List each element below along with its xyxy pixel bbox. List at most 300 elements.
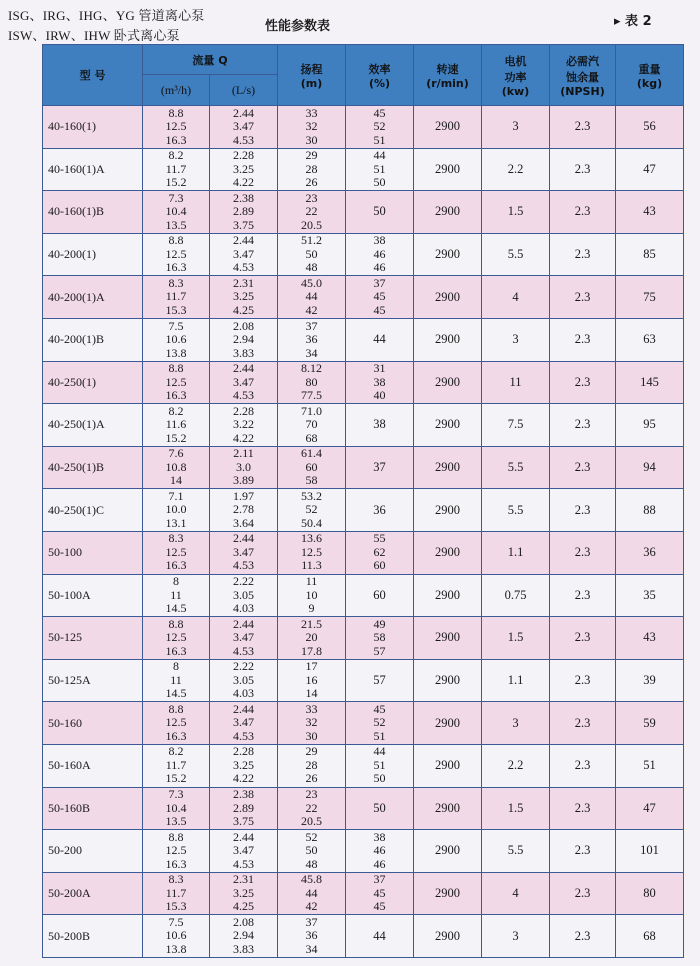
cell-head-value: 77.5 — [301, 388, 322, 403]
cell-head-value: 22 — [305, 204, 318, 219]
cell-head — [278, 531, 346, 574]
cell-head — [278, 702, 346, 745]
cell-flow-ls-value: 3.47 — [233, 374, 254, 389]
cell-flow-m3h — [143, 106, 210, 149]
cell-head-value: 11.3 — [301, 558, 322, 573]
cell-head-value: 14 — [305, 686, 318, 701]
cell-flow-m3h — [143, 574, 210, 617]
cell-weight: 94 — [616, 446, 684, 489]
cell-efficiency — [346, 830, 414, 873]
cell-efficiency-value: 44 — [373, 148, 386, 163]
cell-flow-ls — [210, 276, 278, 319]
cell-head-value: 9 — [308, 601, 315, 616]
cell-flow-ls — [210, 787, 278, 830]
cell-flow-m3h-value: 11 — [170, 587, 182, 602]
cell-motor-power: 1.1 — [482, 659, 550, 702]
cell-speed: 2900 — [414, 531, 482, 574]
cell-head-value: 20.5 — [301, 814, 322, 829]
cell-flow-m3h-value: 12.5 — [165, 843, 187, 858]
cell-head — [278, 787, 346, 830]
table-body — [43, 106, 684, 958]
cell-head — [278, 617, 346, 660]
cell-flow-ls-value: 2.28 — [233, 744, 254, 759]
cell-head-value: 32 — [305, 715, 318, 730]
cell-efficiency — [346, 233, 414, 276]
cell-flow-m3h-value: 10.8 — [165, 459, 187, 474]
cell-efficiency-value: 31 — [373, 361, 386, 376]
cell-model: 50-100 — [43, 531, 143, 574]
cell-flow-ls-value: 3.75 — [233, 217, 254, 232]
cell-flow-ls-value: 3.25 — [233, 161, 254, 176]
cell-speed: 2900 — [414, 489, 482, 532]
cell-npsh: 2.3 — [550, 148, 616, 191]
cell-flow-ls-value: 4.53 — [233, 643, 254, 658]
cell-flow-ls — [210, 915, 278, 958]
cell-speed: 2900 — [414, 702, 482, 745]
cell-efficiency — [346, 872, 414, 915]
cell-head-value: 36 — [305, 332, 318, 347]
cell-efficiency: 50 — [346, 191, 414, 234]
cell-efficiency-value: 58 — [373, 630, 386, 645]
cell-motor-power: 11 — [482, 361, 550, 404]
cell-model: 40-250(1)B — [43, 446, 143, 489]
cell-head-value: 80 — [305, 374, 318, 389]
cell-motor-power: 1.5 — [482, 191, 550, 234]
cell-flow-ls-value: 2.44 — [233, 829, 254, 844]
cell-flow-ls-value: 2.44 — [233, 531, 254, 546]
cell-efficiency-value: 57 — [373, 643, 386, 658]
cell-npsh: 2.3 — [550, 106, 616, 149]
cell-motor-power: 5.5 — [482, 233, 550, 276]
cell-flow-ls-value: 4.22 — [233, 430, 254, 445]
cell-flow-m3h-value: 13.5 — [165, 814, 187, 829]
cell-flow-ls — [210, 191, 278, 234]
cell-npsh: 2.3 — [550, 617, 616, 660]
cell-head — [278, 361, 346, 404]
cell-efficiency-value: 38 — [373, 374, 386, 389]
cell-flow-m3h — [143, 830, 210, 873]
cell-efficiency — [346, 744, 414, 787]
cell-flow-ls — [210, 617, 278, 660]
cell-flow-m3h-value: 12.5 — [165, 715, 187, 730]
header-series-line-1: ISG、IRG、IHG、YG 管道离心泵 — [8, 8, 205, 23]
cell-flow-m3h-value: 11.7 — [165, 161, 187, 176]
cell-flow-m3h-value: 14.5 — [165, 601, 187, 616]
table-row — [43, 787, 684, 830]
cell-weight: 47 — [616, 787, 684, 830]
cell-efficiency-value: 51 — [373, 132, 386, 147]
cell-efficiency-value: 45 — [373, 302, 386, 317]
cell-head-value: 20.5 — [301, 217, 322, 232]
cell-speed: 2900 — [414, 446, 482, 489]
cell-speed: 2900 — [414, 233, 482, 276]
cell-flow-m3h-value: 7.5 — [168, 318, 184, 333]
cell-efficiency-value: 51 — [373, 757, 386, 772]
cell-head-value: 48 — [305, 260, 318, 275]
cell-flow-ls — [210, 659, 278, 702]
cell-efficiency: 37 — [346, 446, 414, 489]
cell-flow-m3h-value: 11.6 — [165, 417, 187, 432]
table-row — [43, 531, 684, 574]
cell-efficiency-value: 51 — [373, 161, 386, 176]
cell-head-value: 29 — [305, 744, 318, 759]
cell-efficiency-value: 38 — [373, 233, 386, 248]
cell-motor-power: 1.5 — [482, 787, 550, 830]
cell-flow-m3h-value: 15.2 — [165, 430, 187, 445]
cell-flow-m3h-value: 13.5 — [165, 217, 187, 232]
col-flow: 流量 Q — [143, 45, 278, 75]
cell-flow-m3h — [143, 659, 210, 702]
cell-flow-ls — [210, 148, 278, 191]
cell-flow-m3h-value: 8.8 — [168, 105, 184, 120]
cell-head-value: 30 — [305, 728, 318, 743]
cell-weight: 68 — [616, 915, 684, 958]
cell-efficiency-value: 46 — [373, 246, 386, 261]
cell-speed: 2900 — [414, 191, 482, 234]
table-row — [43, 233, 684, 276]
cell-head-value: 26 — [305, 175, 318, 190]
cell-flow-m3h-value: 12.5 — [165, 374, 187, 389]
cell-head-value: 30 — [305, 132, 318, 147]
cell-head-value: 37 — [305, 318, 318, 333]
cell-flow-ls — [210, 872, 278, 915]
cell-npsh: 2.3 — [550, 702, 616, 745]
cell-flow-m3h-value: 16.3 — [165, 558, 187, 573]
cell-flow-m3h-value: 15.2 — [165, 175, 187, 190]
cell-head-value: 53.2 — [301, 488, 322, 503]
cell-flow-m3h-value: 10.0 — [165, 502, 187, 517]
cell-speed: 2900 — [414, 787, 482, 830]
cell-flow-ls-value: 4.25 — [233, 899, 254, 914]
cell-head-value: 29 — [305, 148, 318, 163]
cell-efficiency: 50 — [346, 787, 414, 830]
cell-flow-m3h — [143, 617, 210, 660]
cell-efficiency — [346, 148, 414, 191]
cell-flow-m3h-value: 7.6 — [168, 446, 184, 461]
cell-flow-m3h-value: 8.8 — [168, 361, 184, 376]
cell-head-value: 36 — [305, 928, 318, 943]
cell-npsh: 2.3 — [550, 872, 616, 915]
cell-flow-ls-value: 3.47 — [233, 843, 254, 858]
cell-flow-ls-value: 2.38 — [233, 787, 254, 802]
cell-flow-m3h — [143, 915, 210, 958]
cell-flow-m3h-value: 13.8 — [165, 345, 187, 360]
cell-speed: 2900 — [414, 744, 482, 787]
cell-flow-ls-value: 2.28 — [233, 148, 254, 163]
cell-efficiency — [346, 617, 414, 660]
col-flow-ls: (L/s) — [210, 75, 278, 106]
table-row — [43, 318, 684, 361]
cell-head — [278, 915, 346, 958]
cell-motor-power: 0.75 — [482, 574, 550, 617]
cell-head — [278, 276, 346, 319]
cell-head-value: 61.4 — [301, 446, 322, 461]
cell-flow-ls-value: 4.53 — [233, 260, 254, 275]
cell-flow-ls-value: 2.11 — [233, 446, 254, 461]
cell-flow-ls-value: 4.25 — [233, 302, 254, 317]
cell-model: 40-250(1)C — [43, 489, 143, 532]
cell-flow-m3h — [143, 446, 210, 489]
cell-flow-ls-value: 2.78 — [233, 502, 254, 517]
cell-flow-ls — [210, 744, 278, 787]
cell-flow-m3h-value: 8.8 — [168, 829, 184, 844]
cell-efficiency-value: 62 — [373, 544, 386, 559]
cell-flow-ls-value: 1.97 — [233, 488, 254, 503]
cell-flow-ls-value: 3.05 — [233, 672, 254, 687]
cell-motor-power: 3 — [482, 915, 550, 958]
cell-head-value: 50 — [305, 246, 318, 261]
cell-flow-m3h — [143, 872, 210, 915]
cell-flow-m3h-value: 12.5 — [165, 630, 187, 645]
cell-flow-ls-value: 3.47 — [233, 119, 254, 134]
cell-flow-m3h-value: 7.1 — [168, 488, 184, 503]
cell-model: 40-160(1)B — [43, 191, 143, 234]
cell-efficiency-value: 60 — [373, 558, 386, 573]
cell-speed: 2900 — [414, 659, 482, 702]
cell-flow-m3h-value: 8.2 — [168, 403, 184, 418]
cell-flow-m3h-value: 14.5 — [165, 686, 187, 701]
col-flow-m3h: (m³/h) — [143, 75, 210, 106]
cell-efficiency — [346, 702, 414, 745]
table-row — [43, 404, 684, 447]
cell-flow-ls-value: 2.31 — [233, 872, 254, 887]
cell-head-value: 12.5 — [301, 544, 322, 559]
cell-efficiency-value: 45 — [373, 289, 386, 304]
cell-motor-power: 4 — [482, 276, 550, 319]
col-efficiency: 效率 (%) — [346, 45, 414, 106]
table-title: 性能参数表 — [265, 19, 331, 34]
cell-motor-power: 5.5 — [482, 489, 550, 532]
cell-flow-m3h-value: 16.3 — [165, 643, 187, 658]
cell-model: 40-200(1) — [43, 233, 143, 276]
cell-flow-ls-value: 4.53 — [233, 558, 254, 573]
header-series-line-2: ISW、IRW、IHW 卧式离心泵 — [8, 28, 180, 43]
cell-flow-ls-value: 4.53 — [233, 856, 254, 871]
cell-head-value: 50 — [305, 843, 318, 858]
cell-motor-power: 5.5 — [482, 446, 550, 489]
cell-speed: 2900 — [414, 404, 482, 447]
cell-flow-m3h-value: 7.3 — [168, 787, 184, 802]
cell-flow-m3h-value: 11 — [170, 672, 182, 687]
table-row — [43, 702, 684, 745]
cell-flow-m3h-value: 16.3 — [165, 260, 187, 275]
cell-efficiency: 44 — [346, 915, 414, 958]
cell-motor-power: 5.5 — [482, 830, 550, 873]
cell-flow-m3h — [143, 318, 210, 361]
cell-flow-ls-value: 3.47 — [233, 630, 254, 645]
cell-speed: 2900 — [414, 148, 482, 191]
cell-head — [278, 659, 346, 702]
cell-speed: 2900 — [414, 106, 482, 149]
cell-head — [278, 318, 346, 361]
cell-head-value: 50.4 — [301, 515, 322, 530]
cell-head-value: 22 — [305, 800, 318, 815]
cell-flow-ls-value: 2.94 — [233, 332, 254, 347]
cell-motor-power: 1.1 — [482, 531, 550, 574]
cell-flow-m3h — [143, 489, 210, 532]
cell-flow-m3h-value: 12.5 — [165, 246, 187, 261]
table-header — [43, 45, 684, 106]
cell-npsh: 2.3 — [550, 787, 616, 830]
cell-flow-m3h-value: 10.4 — [165, 204, 187, 219]
col-head: 扬程 (m) — [278, 45, 346, 106]
cell-flow-m3h-value: 15.3 — [165, 302, 187, 317]
cell-flow-ls-value: 3.89 — [233, 473, 254, 488]
cell-weight: 47 — [616, 148, 684, 191]
cell-flow-m3h-value: 8.2 — [168, 148, 184, 163]
cell-efficiency — [346, 361, 414, 404]
cell-flow-ls-value: 3.05 — [233, 587, 254, 602]
cell-head-value: 70 — [305, 417, 318, 432]
cell-speed: 2900 — [414, 915, 482, 958]
cell-weight: 101 — [616, 830, 684, 873]
cell-head-value: 45.0 — [301, 275, 322, 290]
cell-flow-m3h-value: 16.3 — [165, 388, 187, 403]
table-row — [43, 106, 684, 149]
cell-npsh: 2.3 — [550, 361, 616, 404]
cell-flow-m3h-value: 11.7 — [165, 289, 187, 304]
cell-head-value: 48 — [305, 856, 318, 871]
cell-flow-m3h-value: 12.5 — [165, 544, 187, 559]
cell-flow-m3h — [143, 191, 210, 234]
cell-efficiency-value: 38 — [373, 829, 386, 844]
cell-head-value: 34 — [305, 941, 318, 956]
cell-flow-ls-value: 3.0 — [236, 459, 251, 474]
cell-head-value: 20 — [305, 630, 318, 645]
cell-head-value: 16 — [305, 672, 318, 687]
cell-speed: 2900 — [414, 617, 482, 660]
cell-flow-m3h-value: 13.8 — [165, 941, 187, 956]
cell-model: 50-125A — [43, 659, 143, 702]
cell-flow-ls — [210, 531, 278, 574]
table-row — [43, 276, 684, 319]
table-row — [43, 915, 684, 958]
cell-head — [278, 446, 346, 489]
cell-weight: 39 — [616, 659, 684, 702]
cell-efficiency-value: 52 — [373, 119, 386, 134]
cell-model: 50-160B — [43, 787, 143, 830]
cell-npsh: 2.3 — [550, 489, 616, 532]
cell-weight: 59 — [616, 702, 684, 745]
cell-flow-ls-value: 3.25 — [233, 757, 254, 772]
cell-motor-power: 4 — [482, 872, 550, 915]
cell-npsh: 2.3 — [550, 915, 616, 958]
table-row — [43, 489, 684, 532]
cell-flow-ls-value: 4.53 — [233, 728, 254, 743]
cell-model: 40-160(1) — [43, 106, 143, 149]
cell-flow-ls — [210, 574, 278, 617]
cell-flow-ls-value: 2.38 — [233, 190, 254, 205]
cell-flow-ls-value: 4.53 — [233, 388, 254, 403]
cell-weight: 85 — [616, 233, 684, 276]
cell-motor-power: 1.5 — [482, 617, 550, 660]
cell-efficiency: 44 — [346, 318, 414, 361]
cell-model: 40-250(1) — [43, 361, 143, 404]
cell-flow-ls — [210, 702, 278, 745]
cell-head-value: 60 — [305, 459, 318, 474]
cell-efficiency-value: 40 — [373, 388, 386, 403]
cell-flow-ls-value: 3.75 — [233, 814, 254, 829]
page-header — [0, 0, 700, 44]
cell-head-value: 21.5 — [301, 616, 322, 631]
cell-efficiency-value: 50 — [373, 175, 386, 190]
cell-npsh: 2.3 — [550, 318, 616, 361]
table-row — [43, 148, 684, 191]
cell-head-value: 13.6 — [301, 531, 322, 546]
cell-head-value: 52 — [305, 829, 318, 844]
cell-efficiency-value: 46 — [373, 856, 386, 871]
cell-head — [278, 872, 346, 915]
cell-efficiency-value: 52 — [373, 715, 386, 730]
cell-flow-ls-value: 3.47 — [233, 246, 254, 261]
cell-flow-m3h-value: 8.3 — [168, 531, 184, 546]
cell-flow-ls-value: 3.25 — [233, 289, 254, 304]
cell-flow-m3h-value: 16.3 — [165, 856, 187, 871]
cell-weight: 88 — [616, 489, 684, 532]
cell-weight: 63 — [616, 318, 684, 361]
cell-efficiency — [346, 531, 414, 574]
cell-flow-m3h-value: 16.3 — [165, 132, 187, 147]
cell-flow-m3h — [143, 702, 210, 745]
cell-efficiency — [346, 106, 414, 149]
cell-flow-m3h-value: 8 — [173, 659, 179, 674]
cell-flow-ls — [210, 361, 278, 404]
cell-flow-m3h — [143, 744, 210, 787]
cell-head-value: 42 — [305, 899, 318, 914]
cell-flow-m3h — [143, 787, 210, 830]
cell-head-value: 33 — [305, 701, 318, 716]
cell-speed: 2900 — [414, 276, 482, 319]
cell-flow-m3h-value: 10.4 — [165, 800, 187, 815]
cell-efficiency-value: 46 — [373, 260, 386, 275]
cell-motor-power: 3 — [482, 702, 550, 745]
col-weight: 重量 (kg) — [616, 45, 684, 106]
cell-speed: 2900 — [414, 318, 482, 361]
cell-head-value: 17 — [305, 659, 318, 674]
cell-speed: 2900 — [414, 830, 482, 873]
cell-model: 50-200B — [43, 915, 143, 958]
cell-weight: 56 — [616, 106, 684, 149]
cell-motor-power: 3 — [482, 318, 550, 361]
cell-head-value: 44 — [305, 885, 318, 900]
cell-flow-ls-value: 2.22 — [233, 574, 254, 589]
cell-head-value: 34 — [305, 345, 318, 360]
cell-head — [278, 148, 346, 191]
cell-npsh: 2.3 — [550, 830, 616, 873]
cell-weight: 51 — [616, 744, 684, 787]
cell-flow-ls-value: 4.03 — [233, 686, 254, 701]
cell-npsh: 2.3 — [550, 404, 616, 447]
table-row — [43, 830, 684, 873]
cell-model: 50-125 — [43, 617, 143, 660]
cell-flow-ls-value: 2.08 — [233, 914, 254, 929]
cell-flow-m3h-value: 8.3 — [168, 872, 184, 887]
cell-efficiency-value: 37 — [373, 275, 386, 290]
cell-head-value: 32 — [305, 119, 318, 134]
cell-efficiency-value: 45 — [373, 899, 386, 914]
cell-flow-ls — [210, 233, 278, 276]
cell-efficiency-value: 51 — [373, 728, 386, 743]
cell-flow-ls-value: 4.53 — [233, 132, 254, 147]
cell-head-value: 11 — [305, 574, 318, 589]
cell-flow-ls-value: 3.83 — [233, 941, 254, 956]
cell-head-value: 37 — [305, 914, 318, 929]
cell-npsh: 2.3 — [550, 659, 616, 702]
cell-flow-ls — [210, 318, 278, 361]
cell-npsh: 2.3 — [550, 531, 616, 574]
cell-model: 50-200A — [43, 872, 143, 915]
cell-head — [278, 404, 346, 447]
